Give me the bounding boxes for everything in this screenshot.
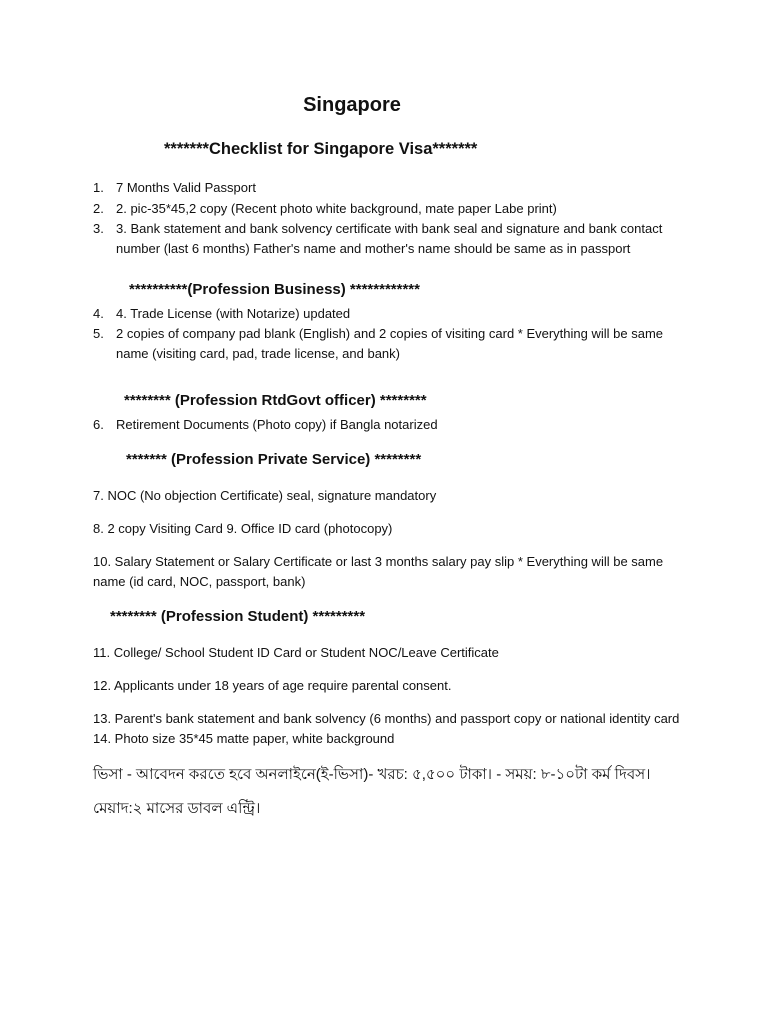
list-item-continuation: number (last 6 months) Father's name and mother's name should be same as in passport — [116, 241, 631, 256]
list-item: 2. pic-35*45,2 copy (Recent photo white background, mate paper Labe print) — [116, 201, 557, 216]
list-item: Retirement Documents (Photo copy) if Bangla notarized — [116, 417, 438, 432]
paragraph: 14. Photo size 35*45 matte paper, white background — [93, 731, 395, 746]
paragraph: 11. College/ School Student ID Card or Student NOC/Leave Certificate — [93, 645, 499, 660]
list-item: 3. Bank statement and bank solvency certificate with bank seal and signature and bank contact — [116, 221, 663, 236]
paragraph: 10. Salary Statement or Salary Certificate or last 3 months salary pay slip * Everything will be same — [93, 554, 664, 569]
paragraph-continuation: name (id card, NOC, passport, bank) — [93, 574, 306, 589]
bangla-note: ভিসা - আবেদন করতে হবে অনলাইনে(ই-ভিসা)- খরচ: ৫,৫০০ টাকা। - সময়: ৮-১০টা কর্ম দিবস। — [93, 766, 651, 783]
section-heading-student: ******** (Profession Student) ********* — [110, 608, 366, 625]
list-item-continuation: name (visiting card, pad, trade license, and bank) — [116, 346, 400, 361]
list-item: 2 copies of company pad blank (English) and 2 copies of visiting card * Everything will be same — [116, 326, 664, 341]
list-number: 2. — [93, 201, 104, 216]
checklist-subtitle: *******Checklist for Singapore Visa******* — [164, 140, 478, 158]
list-number: 3. — [93, 221, 104, 236]
paragraph: 13. Parent's bank statement and bank solvency (6 months) and passport copy or national identity card — [93, 711, 680, 726]
paragraph: 8. 2 copy Visiting Card 9. Office ID card (photocopy) — [93, 521, 393, 536]
list-number: 5. — [93, 326, 104, 341]
section-heading-private: ******* (Profession Private Service) ******** — [126, 451, 422, 468]
document-title: Singapore — [303, 94, 401, 116]
paragraph: 7. NOC (No objection Certificate) seal, signature mandatory — [93, 488, 437, 503]
list-item: 4. Trade License (with Notarize) updated — [116, 306, 351, 321]
list-item: 7 Months Valid Passport — [116, 180, 256, 195]
list-number: 6. — [93, 417, 104, 432]
list-number: 1. — [93, 180, 104, 195]
bangla-note: মেয়াদ:২ মাসের ডাবল এন্ট্রি। — [93, 800, 261, 817]
section-heading-govt: ******** (Profession RtdGovt officer) ******** — [124, 392, 427, 409]
paragraph: 12. Applicants under 18 years of age require parental consent. — [93, 678, 452, 693]
list-number: 4. — [93, 306, 104, 321]
section-heading-business: **********(Profession Business) ************ — [129, 281, 420, 298]
